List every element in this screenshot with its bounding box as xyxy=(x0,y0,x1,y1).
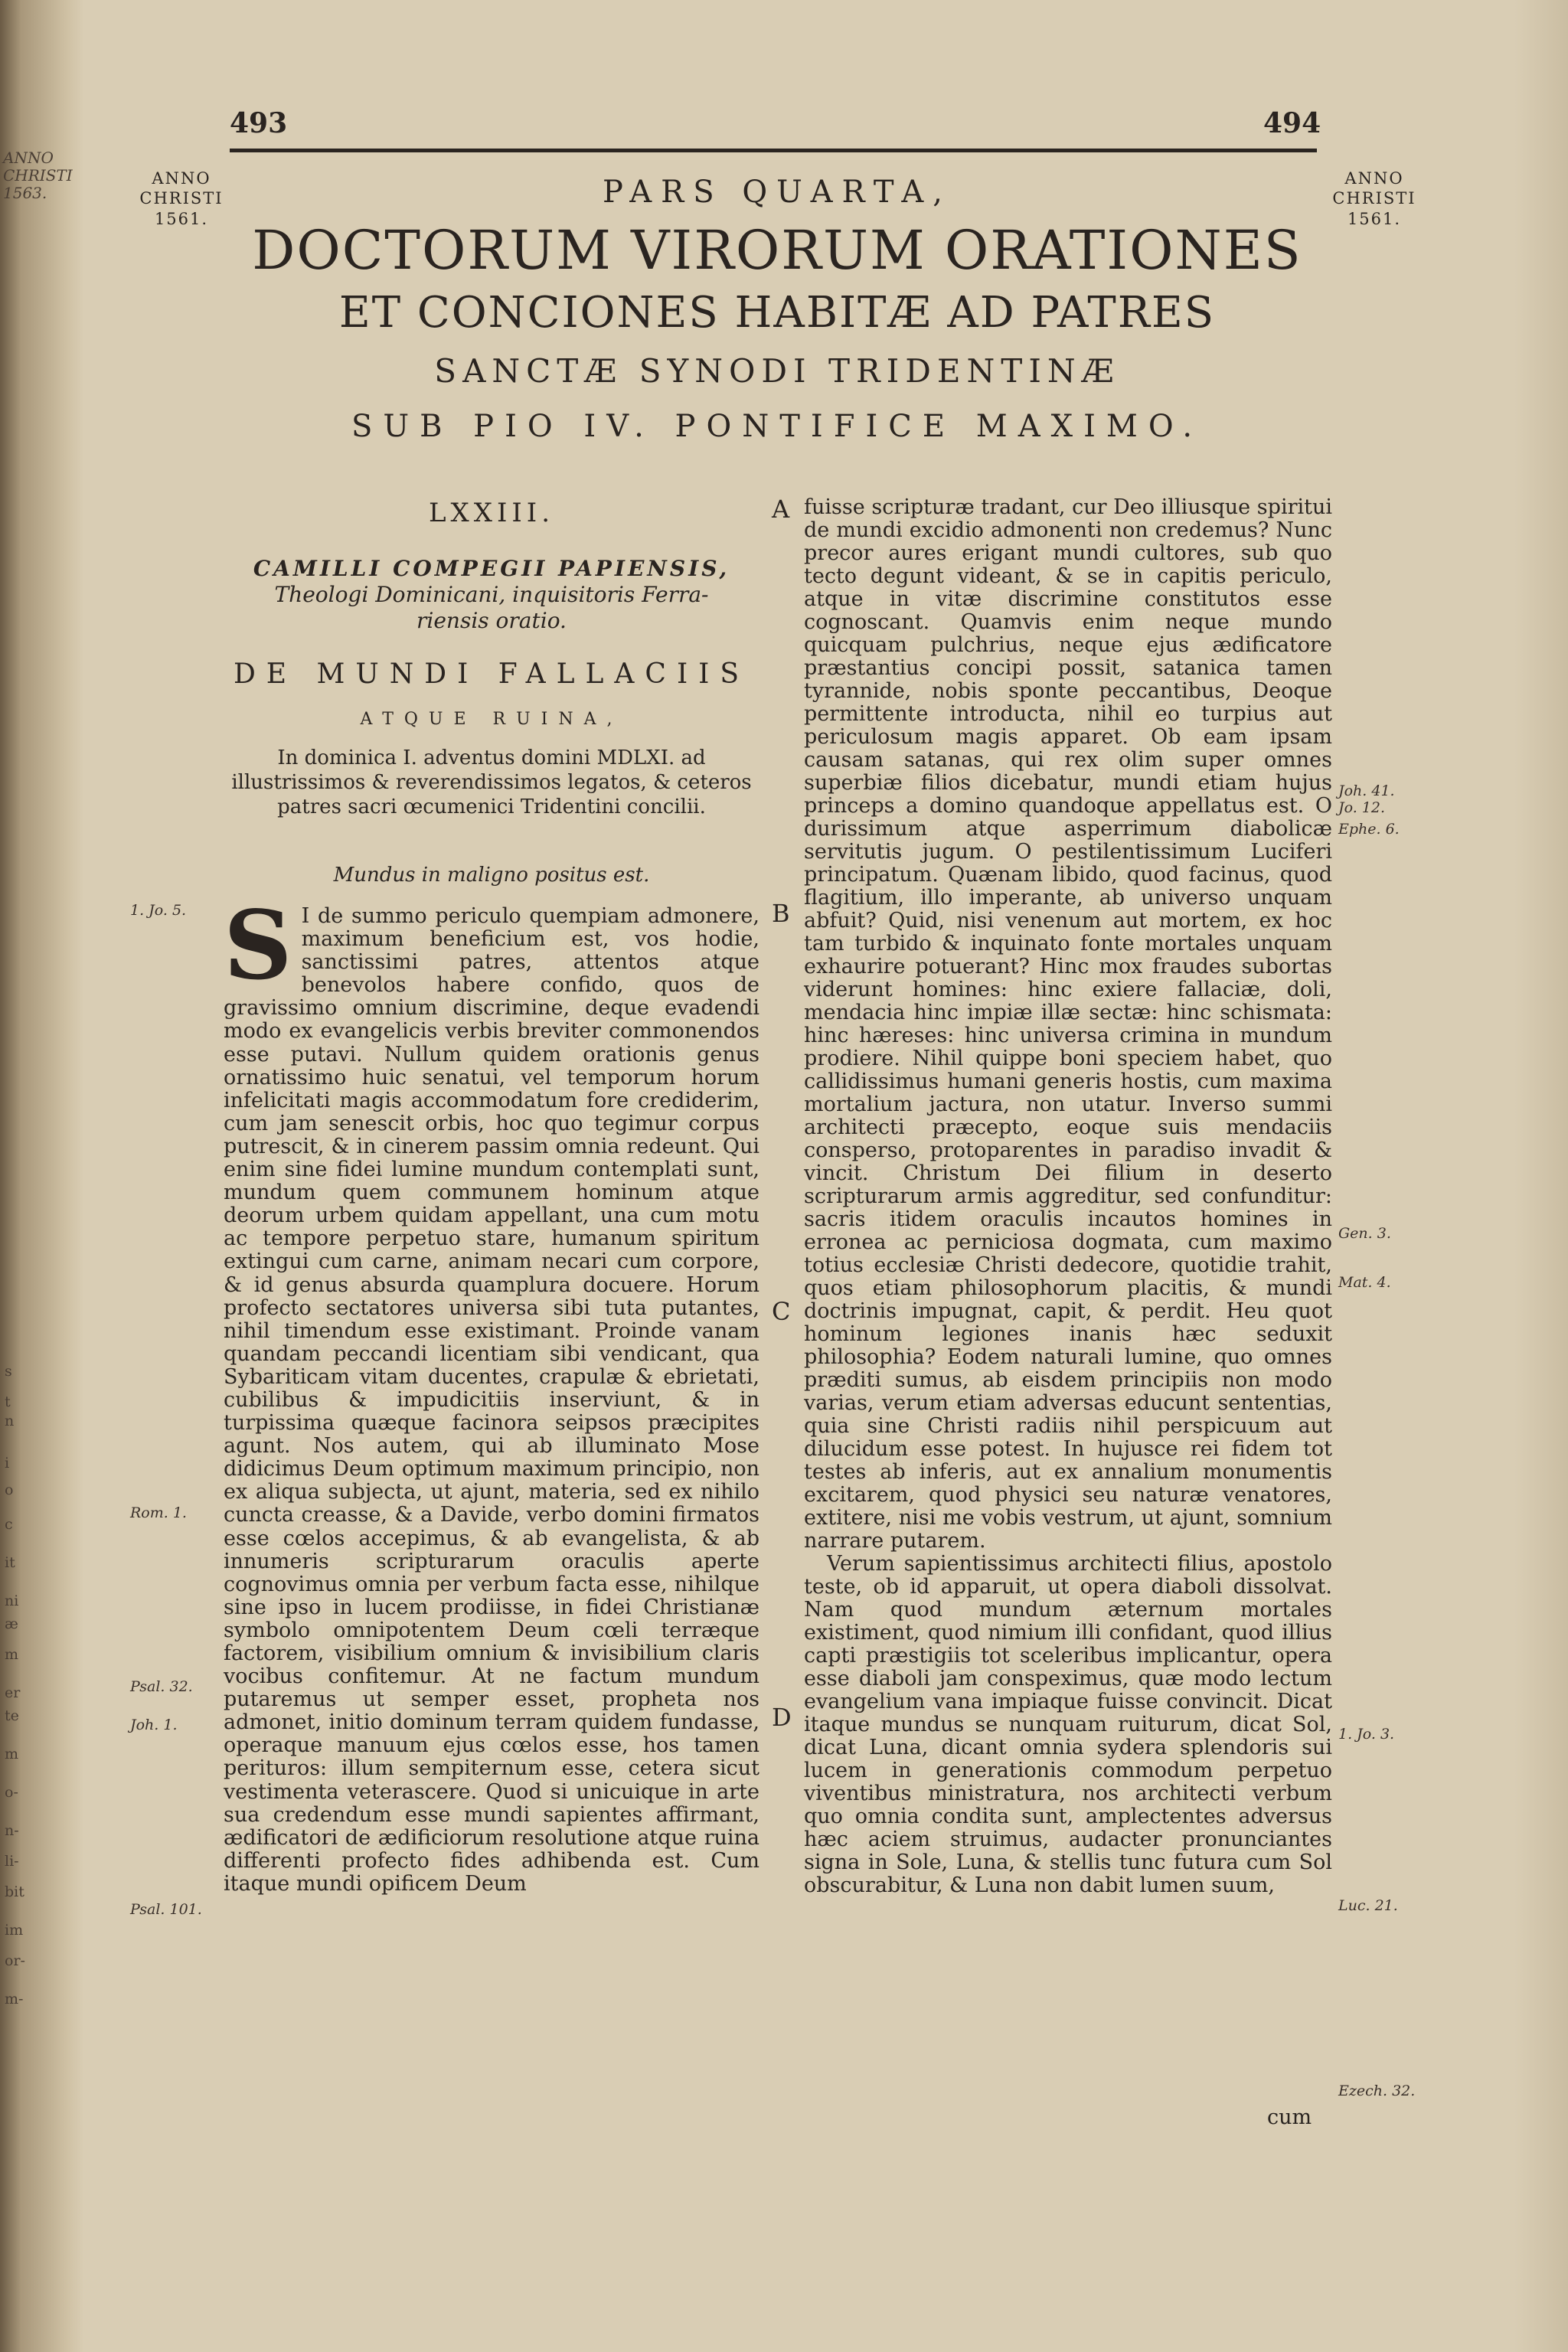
prev-page-fragment: t xyxy=(5,1393,11,1410)
header-rule xyxy=(230,149,1317,152)
anno-year: 1561. xyxy=(1347,209,1402,228)
margin-note: Psal. 32. xyxy=(130,1678,193,1695)
prev-page-fragment: m- xyxy=(5,1991,24,2007)
prev-page-fragment: ni xyxy=(5,1592,19,1609)
author-name: CAMILLI COMPEGII PAPIENSIS, xyxy=(253,556,730,581)
margin-note-line: Joh. 41. xyxy=(1338,782,1395,799)
prev-anno-line: ANNO xyxy=(3,149,54,167)
anno-christi-left xyxy=(139,168,224,229)
anno-line: CHRISTI xyxy=(1332,189,1416,208)
prev-page-anno xyxy=(3,149,72,202)
prev-page-fragment: s xyxy=(5,1363,12,1380)
author-desc: Theologi Dominicani, inquisitoris Ferra- xyxy=(274,582,709,607)
body-text-right: fuisse scripturæ tradant, cur Deo illiusque spiritui de mundi excidio admonenti non credemus? Nunc precor aures erigant mundi cultores, sub quo tecto degunt videant, & se in capitis periculo, atque in vitæ discrimine constitutos esse cognoscant. Quamvis enim neque mundo quicquam pulchrius, neque ejus ædificatore præstantius concipi possit, satanica tamen tyrannide, nobis sponte peccantibus, Deoque permittente introducta, nihil eo turpius aut periculosum magis apparet. Ob eam ipsam causam satanas, qui rex olim super omnes superbiæ filios dicebatur, mundi etiam hujus princeps a domino quandoque appellatus est. O durissimum atque asperrimum diabolicæ servitutis jugum. O pestilentissimum Luciferi principatum. Quænam libido, quod facinus, quod flagitium, illo imperante, ab universo unquam abfuit? Quid, nisi venenum aut mortem, ex hoc tam turbido & inquinato fonte mortales unquam exhaurire potuerant? Hinc mox fraudes subortas viderunt homines: hinc exiere fallaciæ, doli, mendacia hinc impiæ illæ sectæ: hinc schismata: hinc hæreses: hinc universa crimina in mundum prodiere. Nihil quippe boni speciem habet, quo callidissimus humani generis hostis, cum maxima mortalium jactura, non utatur. Inverso summi architecti præcepto, eoque suis mendaciis conspersο, protoparentes in paradiso invadit & vincit. Christum Dei filium in deserto scripturarum armis aggreditur, sed confunditur: sacris itidem oraculis incautos homines in erronea ac perniciosa dogmata, cum maximo totius ecclesiæ Christi dedecore, quotidie trahit, quos etiam philosophorum placitis, & mundi doctrinis impugnat, capit, & perdit. Heu quot hominum legiones inanis hæc seduxit philosophia? Eodem naturali lumine, quo omnes præditi sumus, ab eisdem principiis non modo varias, verum etiam adversas educunt sententias, quia sine Christi radiis nihil perspicuum aut dilucidum esse potest. In hujusce rei fidem tot testes ab inferis, aut ex annalium monumentis excitarem, quod physici seu naturæ venatores, extitere, nisi me vobis vestrum, ut ajunt, somnium narrare putarem. xyxy=(804,495,1332,1553)
anno-line: ANNO xyxy=(1344,169,1404,188)
section-letter: D xyxy=(772,1703,792,1732)
prev-page-fragment: c xyxy=(5,1516,13,1533)
prev-page-fragment: bit xyxy=(5,1883,24,1900)
drop-cap: S xyxy=(224,890,292,1001)
anno-year: 1561. xyxy=(154,209,209,228)
pars-heading: PARS QUARTA, xyxy=(602,175,952,210)
prev-anno-line: CHRISTI xyxy=(3,166,73,185)
part-title xyxy=(222,172,1332,446)
left-text: I de summo periculo quempiam admonere, maximum beneficium est, vos hodie, sanctissimi patres, attentos atque benevolos habere confido, quos de gravissimo omnium discrimine, deque evadendi modo ex evangelicis verbis breviter commonendos esse putavi. Nullum quidem orationis genus ornatissimo huic senatui, vel temporum horum infelicitati magis accommodatum fore crediderim, cum jam senescit orbis, hoc quo tegimur corpus putrescit, & in cinerem passim omnia redeunt. Qui enim sine fidei lumine mundum contemplati sunt, mundum quem communem hominum atque deorum urbem quidam appellant, una cum motu ac tempore perpetuo stare, humanum spiritum extingui cum carne, animam necari cum corpore, & id genus absurda quamplura docuere. Horum profecto sectatores universa sibi tuta putantes, nihil timendum esse existimant. Proinde vanam quandam peccandi licentiam sibi vendicant, qua Sybariticam vitam ducentes, crapulæ & ebrietati, cubilibus & impudicitiis inserviunt, & in turpissima quæque facinora seipsos præcipites agunt. Nos autem, qui ab illuminato Mose didicimus Deum optimum maximum principio, non ex aliqua subjecta, ut ajunt, materia, sed ex nihilo cuncta creasse, & a Davide, verbo domini firmatos esse cœlos accepimus, & ab evangelista, & ab innumeris scripturarum oraculis aperte cognovimus omnia per verbum facta esse, nihilque sine ipso in lucem prodiisse, in fidei Christianæ symbolo omnipotentem Deum cœli terræque factorem, visibilium omnium & invisibilium claris vocibus confitemur. At ne factum mundum putaremus ut semper esset, propheta nos admonet, initio dominum terram quidem fundasse, operaque manuum ejus cœlos esse, hos tamen perituros: illum sempiternum esse, cetera sicut vestimenta veterascere. Quod si unicuique in arte sua credendum esse mundi sapientes affirmant, ædificatori de ædificiorum resolutione atque ruina differenti profecto fides adhibenda est. Cum itaque mundi opificem Deum xyxy=(224,904,760,1896)
body-text-left xyxy=(224,890,760,1896)
right-column xyxy=(804,496,1332,1897)
section-letter: B xyxy=(772,899,790,928)
prev-page-fragment: m xyxy=(5,1746,19,1762)
catchword: cum xyxy=(1267,2105,1312,2129)
margin-note-line: Jo. 12. xyxy=(1338,799,1386,816)
prev-page-fragment: im xyxy=(5,1922,24,1939)
prev-page-fragment: n- xyxy=(5,1822,19,1839)
body-text-right-2: Verum sapientissimus architecti filius, apostolo teste, ob id apparuit, ut opera diaboli dissolvat. Nam quod mundum æternum mortales existiment, quod nimium illi confidant, quod illius capti præstigiis tot sceleribus implicantur, opera esse diaboli jam conspeximus, quæ modo lectum evangelium vana impiaque fuisse convincit. Dicat itaque mundus se nunquam ruiturum, dicat Sol, dicat Luna, dicant omnia sydera splendoris sui lucem in generationis commodum perpetuo viventibus ministratura, nos architecti verbum quo omnia condita sunt, amplectentes adversus hæc aciem struimus, audacter pronunciantes signa in Sole, Luna, & stellis tunc futura cum Sol obscurabitur, & Luna non dabit lumen suum, xyxy=(804,1552,1332,1897)
title-line-3: SANCTÆ SYNODI TRIDENTINÆ xyxy=(434,352,1120,390)
left-column xyxy=(224,498,760,1896)
prev-page-fragment: li- xyxy=(5,1853,19,1870)
section-letter: A xyxy=(772,495,790,524)
margin-note: 1. Jo. 3. xyxy=(1338,1726,1395,1743)
margin-note: Mat. 4. xyxy=(1338,1274,1391,1291)
prev-page-fragment: o- xyxy=(5,1784,18,1801)
anno-line: CHRISTI xyxy=(139,189,224,208)
margin-note: Joh. 1. xyxy=(130,1717,178,1733)
margin-note: Luc. 21. xyxy=(1338,1897,1398,1914)
margin-note xyxy=(1338,782,1395,816)
section-letter: C xyxy=(772,1297,791,1326)
oration-number: LXXIII. xyxy=(428,498,555,528)
oration-subject-2: ATQUE RUINA, xyxy=(360,710,623,729)
margin-note: 1. Jo. 5. xyxy=(130,902,187,919)
prev-page-fragment: n xyxy=(5,1413,15,1429)
oration-author xyxy=(224,556,760,634)
page-edge xyxy=(1514,0,1568,2352)
prev-page-fragment: or- xyxy=(5,1952,25,1969)
title-line-2: ET CONCIONES HABITÆ AD PATRES xyxy=(338,288,1216,338)
oration-occasion: In dominica I. adventus domini MDLXI. ad illustrissimos & reverendissimos legatos, & ceteros patres sacri œcumenici Tridentini concilii. xyxy=(231,746,752,818)
anno-christi-right xyxy=(1332,168,1416,229)
margin-note: Ezech. 32. xyxy=(1338,2082,1416,2099)
prev-page-fragment: m xyxy=(5,1646,19,1663)
oration-motto: Mundus in maligno positus est. xyxy=(333,864,650,887)
prev-page-fragment: o xyxy=(5,1481,14,1498)
title-line-4: SUB PIO IV. PONTIFICE MAXIMO. xyxy=(351,409,1204,444)
margin-note: Ephe. 6. xyxy=(1338,821,1400,838)
prev-page-fragment: er xyxy=(5,1684,21,1701)
page-number-right: 494 xyxy=(1263,107,1321,139)
author-desc: riensis oratio. xyxy=(416,608,567,633)
title-line-1: DOCTORUM VIRORUM ORATIONES xyxy=(252,219,1302,282)
prev-anno-line: 1563. xyxy=(3,184,47,202)
prev-page-fragment: it xyxy=(5,1554,15,1571)
prev-page-fragment: æ xyxy=(5,1615,18,1632)
prev-page-fragment: i xyxy=(5,1455,10,1472)
margin-note: Rom. 1. xyxy=(130,1504,187,1521)
margin-note: Psal. 101. xyxy=(130,1901,202,1918)
page-number-left: 493 xyxy=(230,107,288,139)
anno-line: ANNO xyxy=(152,169,211,188)
margin-note: Gen. 3. xyxy=(1338,1225,1391,1242)
oration-subject: DE MUNDI FALLACIIS xyxy=(233,658,750,690)
prev-page-fragment: te xyxy=(5,1707,19,1724)
